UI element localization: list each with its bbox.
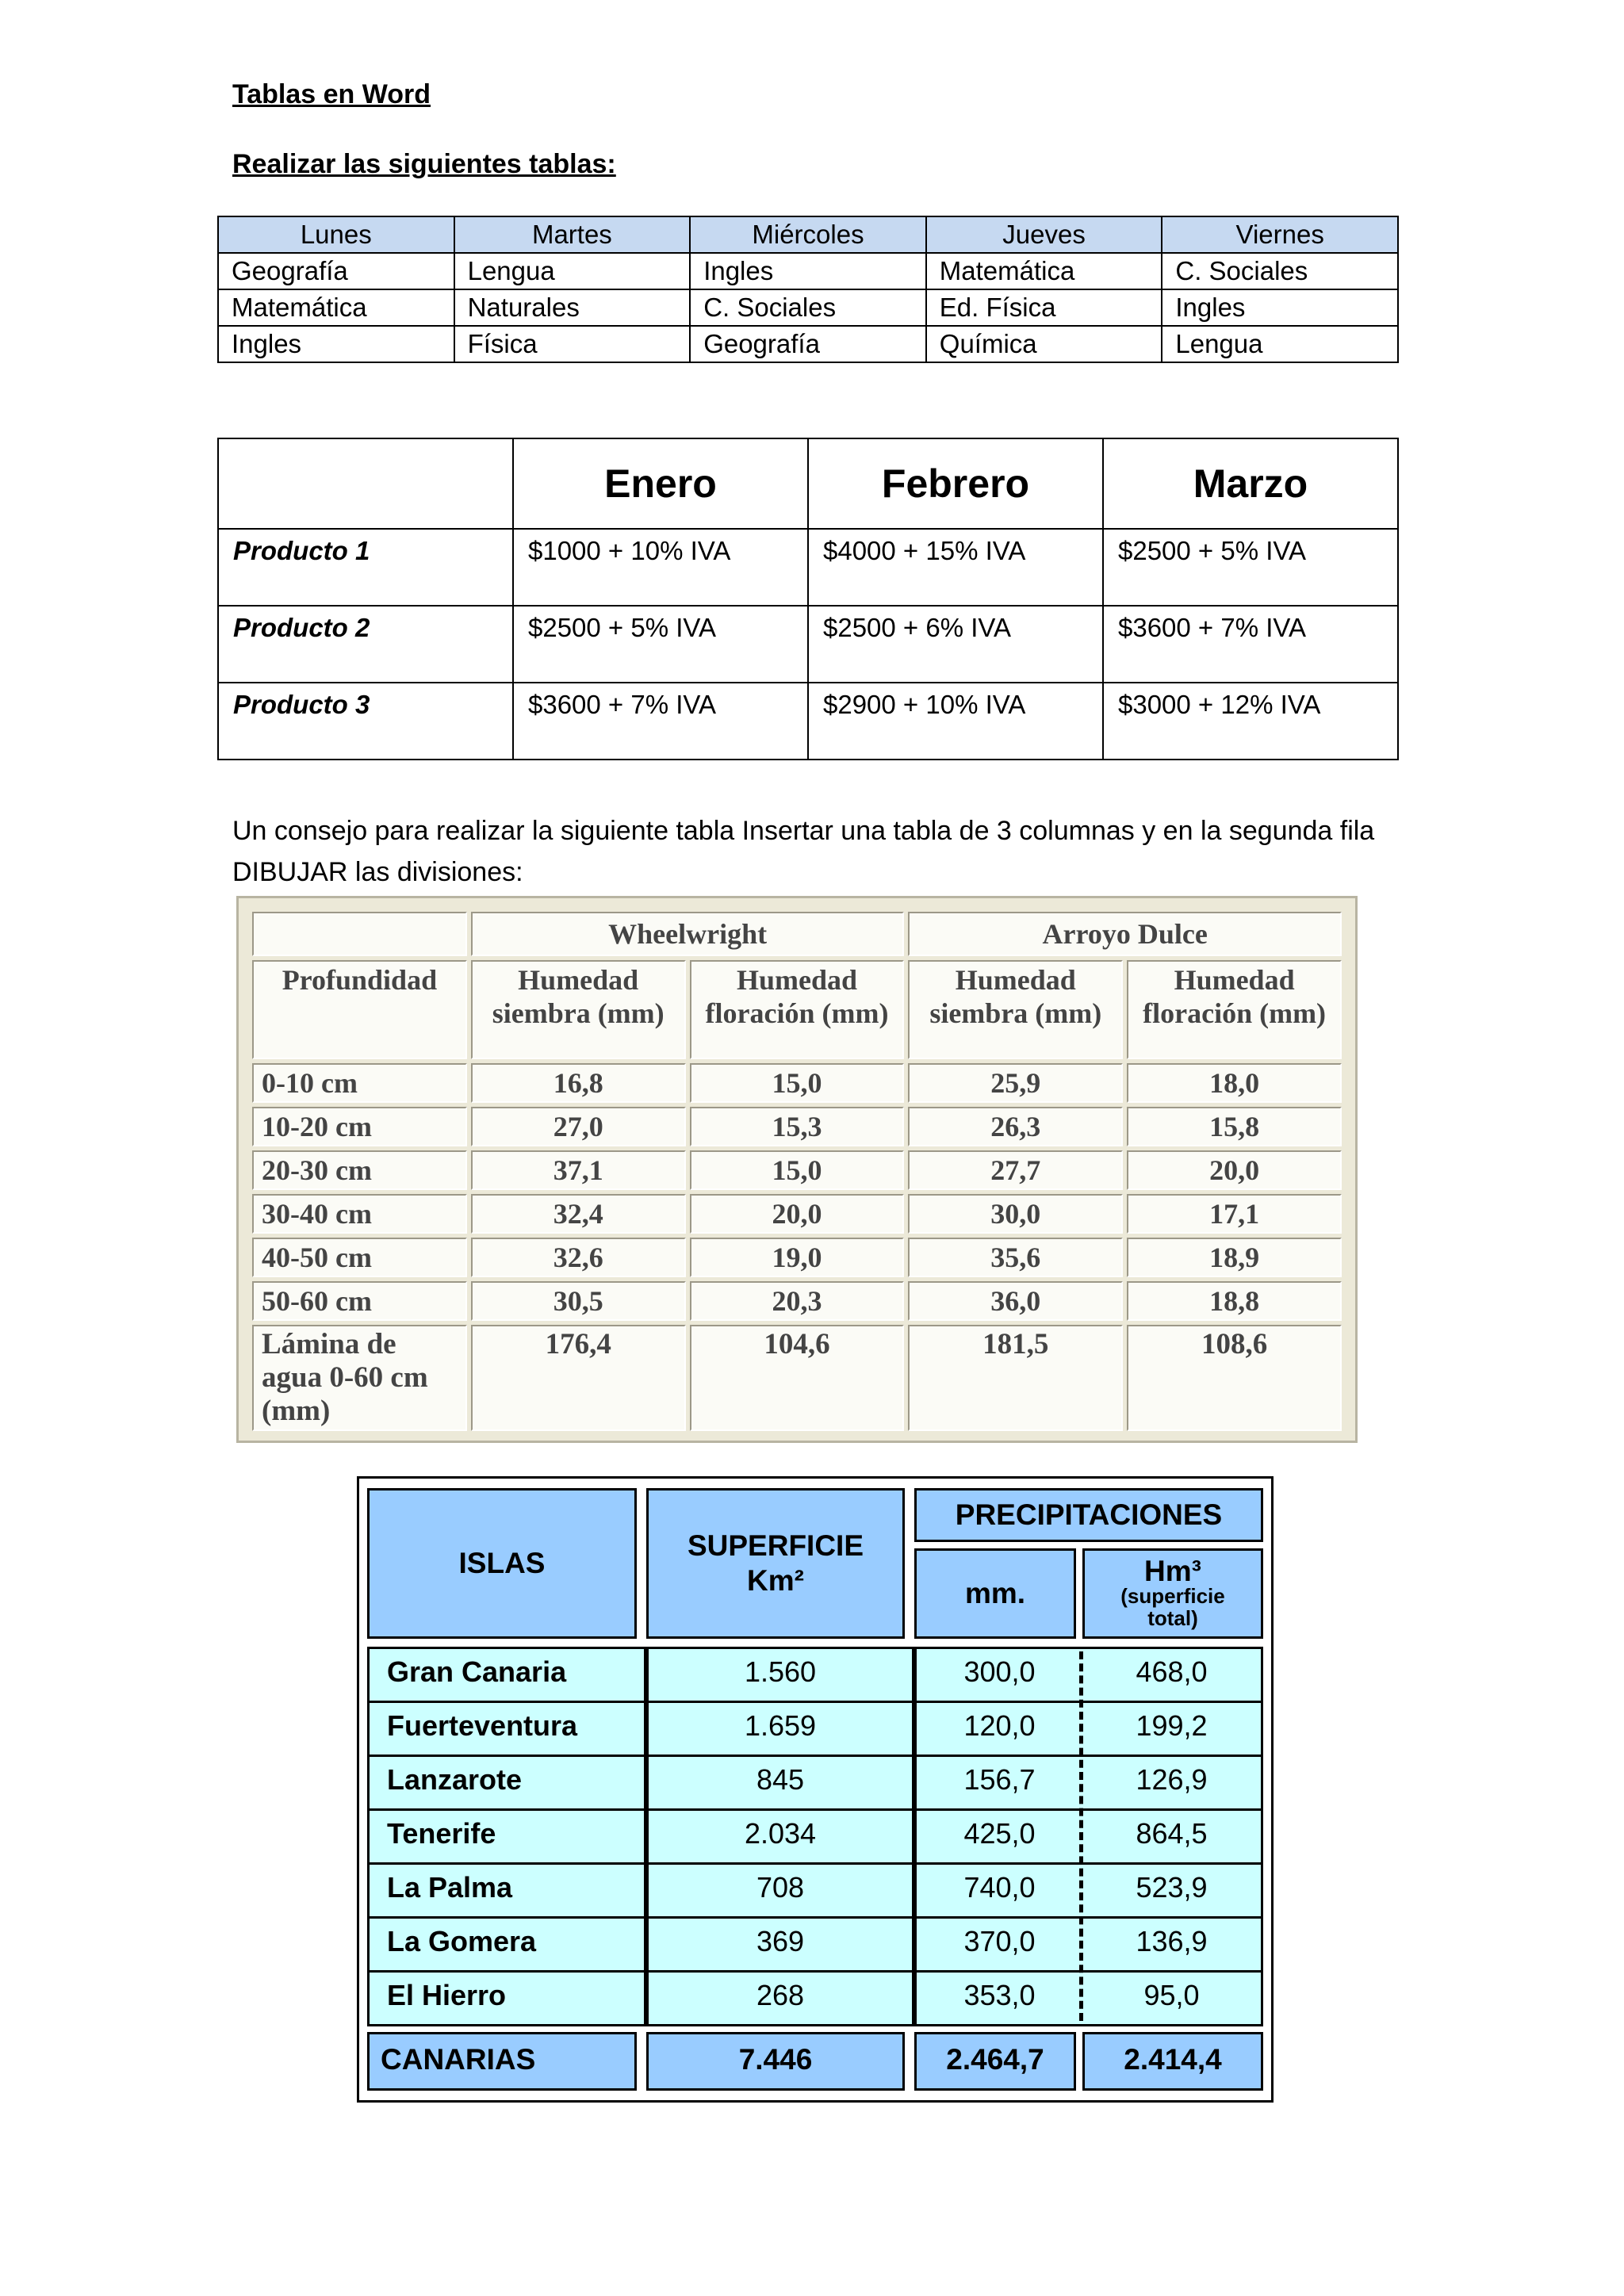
header-superficie bbox=[646, 1488, 905, 1639]
value-cell: 25,9 bbox=[908, 1063, 1123, 1103]
table-row bbox=[218, 529, 1398, 606]
value-cell: 32,4 bbox=[471, 1194, 686, 1234]
header-profundidad: Profundidad bbox=[252, 960, 467, 1059]
table-row bbox=[252, 960, 1342, 1059]
schedule-cell[interactable]: Ingles bbox=[690, 253, 926, 289]
header-hm-note: (superficie total) bbox=[1120, 1584, 1225, 1630]
value-cell: 30,5 bbox=[471, 1281, 686, 1321]
header-hm bbox=[1082, 1548, 1263, 1639]
advice-paragraph: Un consejo para realizar la siguiente tabla Insertar una tabla de 3 columnas y en la segunda fila DIBUJAR las divisiones: bbox=[232, 816, 1375, 887]
schedule-cell[interactable]: C. Sociales bbox=[690, 289, 926, 326]
product-price-cell[interactable]: $4000 + 15% IVA bbox=[808, 529, 1103, 606]
isla-hm-cell: 523,9 bbox=[1082, 1862, 1263, 1919]
value-cell: 20,0 bbox=[1127, 1150, 1342, 1190]
table-row bbox=[252, 1281, 1342, 1321]
isla-name-cell: Fuerteventura bbox=[367, 1701, 646, 1757]
total-value-cell: 108,6 bbox=[1127, 1325, 1342, 1431]
value-cell: 37,1 bbox=[471, 1150, 686, 1190]
depth-cell: 30-40 cm bbox=[252, 1194, 467, 1234]
isla-mm-cell: 353,0 bbox=[914, 1970, 1082, 2026]
products-header-cell[interactable]: Febrero bbox=[808, 438, 1103, 529]
schedule-header-row bbox=[218, 216, 1398, 253]
value-cell: 32,6 bbox=[471, 1238, 686, 1277]
humedad-table-image bbox=[236, 896, 1358, 1443]
header-mm-label: mm. bbox=[964, 1577, 1026, 1609]
value-cell: 36,0 bbox=[908, 1281, 1123, 1321]
dashed-divider bbox=[1079, 1651, 1083, 2021]
schedule-cell[interactable]: Lengua bbox=[454, 253, 691, 289]
product-name-cell[interactable]: Producto 2 bbox=[218, 606, 513, 683]
header-superficie-unit: Km² bbox=[747, 1564, 804, 1597]
isla-hm-cell: 136,9 bbox=[1082, 1916, 1263, 1973]
schedule-cell[interactable]: Geografía bbox=[690, 326, 926, 362]
group-header-wheelwright: Wheelwright bbox=[471, 912, 905, 956]
header-precipitaciones-label: PRECIPITACIONES bbox=[955, 1498, 1223, 1531]
product-price-cell[interactable]: $3600 + 7% IVA bbox=[513, 683, 808, 760]
isla-hm-cell: 468,0 bbox=[1082, 1647, 1263, 1703]
humedad-table bbox=[248, 908, 1346, 1435]
value-cell: 30,0 bbox=[908, 1194, 1123, 1234]
schedule-cell[interactable]: Matemática bbox=[218, 289, 454, 326]
total-label: CANARIAS bbox=[367, 2032, 637, 2091]
value-cell: 26,3 bbox=[908, 1107, 1123, 1146]
header-islas bbox=[367, 1488, 637, 1639]
schedule-header-cell[interactable]: Miércoles bbox=[690, 216, 926, 253]
table-row bbox=[252, 1238, 1342, 1277]
value-cell: 15,8 bbox=[1127, 1107, 1342, 1146]
total-label-cell: Lámina de agua 0-60 cm (mm) bbox=[252, 1325, 467, 1431]
product-price-cell[interactable]: $2500 + 5% IVA bbox=[1103, 529, 1398, 606]
total-hm: 2.414,4 bbox=[1082, 2032, 1263, 2091]
depth-cell: 0-10 cm bbox=[252, 1063, 467, 1103]
schedule-header-cell[interactable]: Jueves bbox=[926, 216, 1162, 253]
table-row bbox=[252, 1063, 1342, 1103]
products-header-cell[interactable]: Enero bbox=[513, 438, 808, 529]
schedule-cell[interactable]: Naturales bbox=[454, 289, 691, 326]
schedule-cell[interactable]: Ed. Física bbox=[926, 289, 1162, 326]
header-superficie-label: SUPERFICIE bbox=[687, 1529, 864, 1562]
isla-name-cell: El Hierro bbox=[367, 1970, 646, 2026]
isla-mm-cell: 425,0 bbox=[914, 1808, 1082, 1865]
depth-cell: 20-30 cm bbox=[252, 1150, 467, 1190]
isla-superficie-cell: 2.034 bbox=[646, 1808, 914, 1865]
total-mm: 2.464,7 bbox=[914, 2032, 1076, 2091]
isla-mm-cell: 740,0 bbox=[914, 1862, 1082, 1919]
table-row bbox=[218, 289, 1398, 326]
depth-cell: 40-50 cm bbox=[252, 1238, 467, 1277]
header-humedad-floracion: Humedad floración (mm) bbox=[690, 960, 905, 1059]
table-row bbox=[252, 1194, 1342, 1234]
schedule-cell[interactable]: Ingles bbox=[1162, 289, 1398, 326]
isla-mm-cell: 300,0 bbox=[914, 1647, 1082, 1703]
products-header-row bbox=[218, 438, 1398, 529]
schedule-cell[interactable]: Ingles bbox=[218, 326, 454, 362]
header-humedad-siembra: Humedad siembra (mm) bbox=[908, 960, 1123, 1059]
value-cell: 17,1 bbox=[1127, 1194, 1342, 1234]
table-row bbox=[252, 1107, 1342, 1146]
isla-name-cell: Gran Canaria bbox=[367, 1647, 646, 1703]
header-precipitaciones bbox=[914, 1488, 1263, 1542]
value-cell: 27,0 bbox=[471, 1107, 686, 1146]
total-row bbox=[252, 1325, 1342, 1431]
schedule-cell[interactable]: Lengua bbox=[1162, 326, 1398, 362]
table-row bbox=[252, 1150, 1342, 1190]
total-value-cell: 176,4 bbox=[471, 1325, 686, 1431]
product-price-cell[interactable]: $3600 + 7% IVA bbox=[1103, 606, 1398, 683]
group-header-arroyo-dulce: Arroyo Dulce bbox=[908, 912, 1342, 956]
value-cell: 16,8 bbox=[471, 1063, 686, 1103]
header-humedad-floracion: Humedad floración (mm) bbox=[1127, 960, 1342, 1059]
schedule-header-cell[interactable]: Lunes bbox=[218, 216, 454, 253]
isla-superficie-cell: 268 bbox=[646, 1970, 914, 2026]
isla-mm-cell: 156,7 bbox=[914, 1755, 1082, 1811]
value-cell: 20,3 bbox=[690, 1281, 905, 1321]
total-value-cell: 104,6 bbox=[690, 1325, 905, 1431]
isla-name-cell: Tenerife bbox=[367, 1808, 646, 1865]
isla-superficie-cell: 369 bbox=[646, 1916, 914, 1973]
schedule-cell[interactable]: C. Sociales bbox=[1162, 253, 1398, 289]
islas-table bbox=[357, 1476, 1274, 2103]
isla-hm-cell: 864,5 bbox=[1082, 1808, 1263, 1865]
empty-cell bbox=[252, 912, 467, 956]
isla-mm-cell: 370,0 bbox=[914, 1916, 1082, 1973]
value-cell: 18,0 bbox=[1127, 1063, 1342, 1103]
product-price-cell[interactable]: $2500 + 5% IVA bbox=[513, 606, 808, 683]
products-header-cell[interactable]: Marzo bbox=[1103, 438, 1398, 529]
product-name-cell[interactable]: Producto 3 bbox=[218, 683, 513, 760]
table-row bbox=[218, 326, 1398, 362]
value-cell: 27,7 bbox=[908, 1150, 1123, 1190]
table-row bbox=[218, 683, 1398, 760]
isla-superficie-cell: 845 bbox=[646, 1755, 914, 1811]
isla-name-cell: Lanzarote bbox=[367, 1755, 646, 1811]
schedule-cell[interactable]: Matemática bbox=[926, 253, 1162, 289]
isla-superficie-cell: 1.659 bbox=[646, 1701, 914, 1757]
schedule-cell[interactable]: Física bbox=[454, 326, 691, 362]
product-price-cell[interactable]: $2900 + 10% IVA bbox=[808, 683, 1103, 760]
products-header-cell[interactable] bbox=[218, 438, 513, 529]
isla-hm-cell: 199,2 bbox=[1082, 1701, 1263, 1757]
total-value-cell: 181,5 bbox=[908, 1325, 1123, 1431]
table-row bbox=[218, 253, 1398, 289]
value-cell: 19,0 bbox=[690, 1238, 905, 1277]
table-row bbox=[218, 606, 1398, 683]
isla-superficie-cell: 1.560 bbox=[646, 1647, 914, 1703]
schedule-cell[interactable]: Química bbox=[926, 326, 1162, 362]
table-row bbox=[252, 912, 1342, 956]
value-cell: 15,0 bbox=[690, 1063, 905, 1103]
product-price-cell[interactable]: $2500 + 6% IVA bbox=[808, 606, 1103, 683]
product-price-cell[interactable]: $3000 + 12% IVA bbox=[1103, 683, 1398, 760]
product-price-cell[interactable]: $1000 + 10% IVA bbox=[513, 529, 808, 606]
header-humedad-siembra: Humedad siembra (mm) bbox=[471, 960, 686, 1059]
isla-hm-cell: 126,9 bbox=[1082, 1755, 1263, 1811]
value-cell: 35,6 bbox=[908, 1238, 1123, 1277]
value-cell: 18,9 bbox=[1127, 1238, 1342, 1277]
isla-mm-cell: 120,0 bbox=[914, 1701, 1082, 1757]
schedule-cell[interactable]: Geografía bbox=[218, 253, 454, 289]
products-table bbox=[217, 438, 1399, 760]
value-cell: 15,0 bbox=[690, 1150, 905, 1190]
document-subtitle: Realizar las siguientes tablas: bbox=[232, 149, 616, 179]
value-cell: 20,0 bbox=[690, 1194, 905, 1234]
document-title: Tablas en Word bbox=[232, 79, 431, 109]
depth-cell: 10-20 cm bbox=[252, 1107, 467, 1146]
depth-cell: 50-60 cm bbox=[252, 1281, 467, 1321]
isla-superficie-cell: 708 bbox=[646, 1862, 914, 1919]
schedule-header-cell[interactable]: Martes bbox=[454, 216, 691, 253]
isla-name-cell: La Gomera bbox=[367, 1916, 646, 1973]
schedule-header-cell[interactable]: Viernes bbox=[1162, 216, 1398, 253]
isla-name-cell: La Palma bbox=[367, 1862, 646, 1919]
header-hm-label: Hm³ bbox=[1144, 1555, 1201, 1587]
value-cell: 15,3 bbox=[690, 1107, 905, 1146]
schedule-table bbox=[217, 216, 1399, 363]
header-mm bbox=[914, 1548, 1076, 1639]
header-islas-label: ISLAS bbox=[458, 1547, 546, 1579]
total-superficie: 7.446 bbox=[646, 2032, 905, 2091]
product-name-cell[interactable]: Producto 1 bbox=[218, 529, 513, 606]
isla-hm-cell: 95,0 bbox=[1082, 1970, 1263, 2026]
value-cell: 18,8 bbox=[1127, 1281, 1342, 1321]
